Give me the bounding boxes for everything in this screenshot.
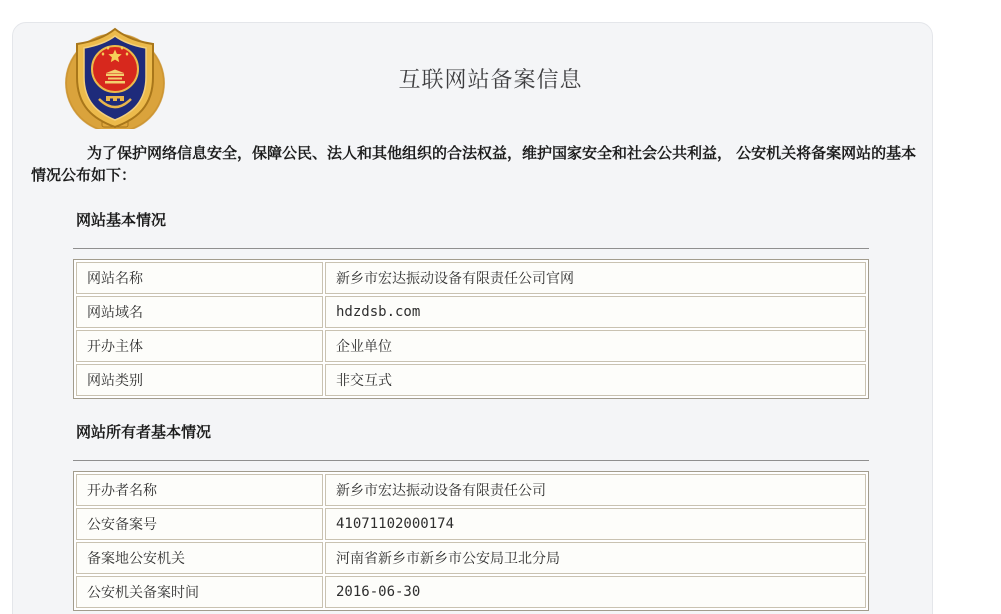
section-heading-owner-basic: 网站所有者基本情况 xyxy=(76,424,212,441)
table-row xyxy=(76,576,866,608)
field-label: 备案地公安机关 xyxy=(76,542,323,574)
field-label: 网站名称 xyxy=(76,262,323,294)
field-label: 开办者名称 xyxy=(76,474,323,506)
page-header xyxy=(13,23,932,131)
table-row xyxy=(76,262,866,294)
field-label: 公安机关备案时间 xyxy=(76,576,323,608)
field-value: hdzdsb.com xyxy=(325,296,866,328)
website-basic-table xyxy=(73,259,869,399)
section-website-basic xyxy=(13,212,932,399)
table-row xyxy=(76,364,866,396)
owner-basic-table xyxy=(73,471,869,611)
table-row xyxy=(76,508,866,540)
table-row xyxy=(76,330,866,362)
table-row xyxy=(76,542,866,574)
field-value: 新乡市宏达振动设备有限责任公司官网 xyxy=(325,262,866,294)
table-row xyxy=(76,474,866,506)
section-divider xyxy=(73,248,869,249)
field-label: 开办主体 xyxy=(76,330,323,362)
section-owner-basic xyxy=(13,424,932,611)
field-label: 网站类别 xyxy=(76,364,323,396)
field-value: 2016-06-30 xyxy=(325,576,866,608)
field-value: 非交互式 xyxy=(325,364,866,396)
record-panel xyxy=(12,22,933,614)
section-divider xyxy=(73,460,869,461)
table-row xyxy=(76,296,866,328)
field-label: 网站域名 xyxy=(76,296,323,328)
field-value: 企业单位 xyxy=(325,330,866,362)
police-badge-icon xyxy=(59,27,171,129)
page-title: 互联网站备案信息 xyxy=(398,67,583,92)
field-value: 新乡市宏达振动设备有限责任公司 xyxy=(325,474,866,506)
field-label: 公安备案号 xyxy=(76,508,323,540)
intro-paragraph: 为了保护网络信息安全，保障公民、法人和其他组织的合法权益，维护国家安全和社会公共利益， 公安机关将备案网站的基本情况公布如下： xyxy=(31,145,917,184)
field-value: 41071102000174 xyxy=(325,508,866,540)
field-value: 河南省新乡市新乡市公安局卫北分局 xyxy=(325,542,866,574)
section-heading-website-basic: 网站基本情况 xyxy=(76,212,167,229)
